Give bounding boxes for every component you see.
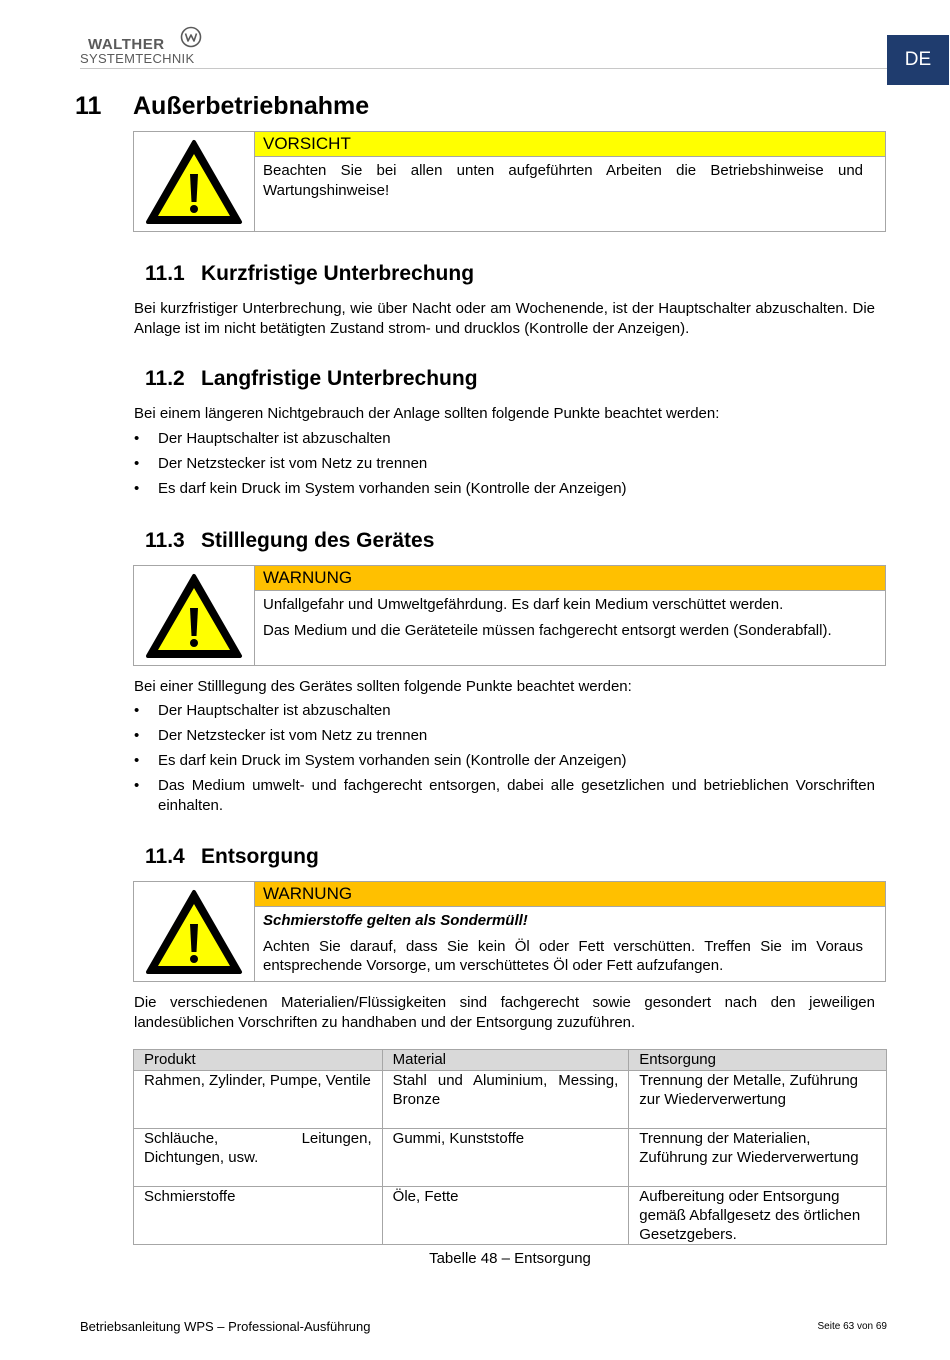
- table-header-cell: Entsorgung: [629, 1050, 887, 1071]
- list-item: • Das Medium umwelt- und fachgerecht entsorgen, dabei alle gesetzlichen und betrieblichen Vorschriften einhalten.: [134, 776, 875, 815]
- section-11-2-intro: Bei einem längeren Nichtgebrauch der Anlage sollten folgende Punkte beachtet werden:: [134, 405, 720, 422]
- header-divider: [80, 68, 890, 69]
- section-heading-11-1: [145, 262, 474, 286]
- table-cell: Trennung der Materialien, Zuführung zur Wiederverwertung: [629, 1129, 887, 1187]
- list-item: • Der Hauptschalter ist abzuschalten: [134, 429, 875, 449]
- warning-label: WARNUNG: [255, 882, 885, 907]
- warning-triangle-icon: [144, 572, 244, 660]
- table-cell: Öle, Fette: [382, 1187, 629, 1245]
- table-cell: Rahmen, Zylinder, Pumpe, Ventile: [134, 1071, 383, 1129]
- warning-icon-cell: [134, 882, 255, 981]
- logo-text-line2: SYSTEMTECHNIK: [80, 51, 195, 66]
- section-title: Kurzfristige Unterbrechung: [201, 262, 475, 285]
- table-cell: Trennung der Metalle, Zuführung zur Wiederverwertung: [629, 1071, 887, 1129]
- section-title: Stilllegung des Gerätes: [201, 529, 435, 552]
- warning-text-line1: Unfallgefahr und Umweltgefährdung. Es darf kein Medium verschüttet werden.: [263, 596, 784, 613]
- warning-box-11-4: [133, 881, 886, 982]
- table-caption: Tabelle 48 – Entsorgung: [429, 1250, 591, 1267]
- warning-icon-cell: [134, 566, 255, 665]
- language-badge: DE: [887, 35, 949, 85]
- list-item: • Der Netzstecker ist vom Netz zu trennen: [134, 454, 875, 474]
- table-row: [134, 1129, 887, 1187]
- footer-document-title: Betriebsanleitung WPS – Professional-Ausführung: [80, 1319, 371, 1334]
- warning-emphasis: Schmierstoffe gelten als Sondermüll!: [263, 912, 528, 929]
- caution-box: [133, 131, 886, 232]
- warning-triangle-icon: [144, 138, 244, 226]
- section-heading-11-4: [145, 845, 319, 869]
- section-number: 11.3: [145, 529, 185, 552]
- table-cell: Schläuche, Leitungen, Dichtungen, usw.: [134, 1129, 383, 1187]
- table-cell: Stahl und Aluminium, Messing, Bronze: [382, 1071, 629, 1129]
- section-title: Entsorgung: [201, 845, 319, 868]
- footer-page-number: Seite 63 von 69: [817, 1321, 887, 1332]
- section-number: 11.2: [145, 367, 185, 390]
- list-item: • Es darf kein Druck im System vorhanden sein (Kontrolle der Anzeigen): [134, 479, 875, 499]
- section-title: Langfristige Unterbrechung: [201, 367, 478, 390]
- list-item: • Es darf kein Druck im System vorhanden sein (Kontrolle der Anzeigen): [134, 751, 875, 771]
- section-heading-11-2: [145, 367, 478, 391]
- list-item: • Der Netzstecker ist vom Netz zu trennen: [134, 726, 875, 746]
- section-heading-11-3: [145, 529, 434, 553]
- caution-text: Beachten Sie bei allen unten aufgeführten Arbeiten die Betriebshinweise und Wartungshinweise!: [263, 162, 863, 199]
- section-11-1-text: Bei kurzfristiger Unterbrechung, wie über Nacht oder am Wochenende, ist der Hauptschalter abzuschalten. Die Anlage ist im nicht betätigten Zustand strom- und drucklos (Kontrolle der Anzeigen).: [134, 300, 875, 337]
- section-number: 11.4: [145, 845, 185, 868]
- table-cell: Gummi, Kunststoffe: [382, 1129, 629, 1187]
- table-cell: Aufbereitung oder Entsorgung gemäß Abfallgesetz des örtlichen Gesetzgebers.: [629, 1187, 887, 1245]
- table-row: [134, 1187, 887, 1245]
- table-header-cell: Material: [382, 1050, 629, 1071]
- disposal-table: [133, 1049, 887, 1245]
- chapter-title: Außerbetriebnahme: [133, 92, 370, 120]
- section-11-4-text: Die verschiedenen Materialien/Flüssigkeiten sind fachgerecht sowie gesondert nach den jeweiligen landesüblichen Vorschriften zu handhaben und der Entsorgung zuzuführen.: [134, 994, 875, 1031]
- warning-text-line2: Das Medium und die Geräteteile müssen fachgerecht entsorgt werden (Sonderabfall).: [263, 621, 832, 639]
- section-number: 11.1: [145, 262, 185, 285]
- section-11-3-intro: Bei einer Stilllegung des Gerätes sollten folgende Punkte beachtet werden:: [134, 678, 632, 695]
- table-row: [134, 1071, 887, 1129]
- walther-logo-icon: [180, 26, 202, 48]
- warning-triangle-icon: [144, 888, 244, 976]
- list-item: • Der Hauptschalter ist abzuschalten: [134, 701, 875, 721]
- table-header-row: [134, 1050, 887, 1071]
- caution-label: VORSICHT: [255, 132, 885, 157]
- warning-box-11-3: [133, 565, 886, 666]
- caution-icon-cell: [134, 132, 255, 231]
- section-11-2-bullet-list: [134, 429, 875, 504]
- table-header-cell: Produkt: [134, 1050, 383, 1071]
- warning-text: Achten Sie darauf, dass Sie kein Öl oder Fett verschütten. Treffen Sie im Voraus entsprechende Vorsorge, um verschüttetes Öl oder Fett aufzufangen.: [263, 937, 863, 974]
- chapter-number: 11: [75, 92, 102, 120]
- section-11-3-bullet-list: [134, 701, 875, 821]
- chapter-heading: [75, 92, 369, 121]
- logo-text-line1: WALTHER: [88, 36, 165, 53]
- table-cell: Schmierstoffe: [134, 1187, 383, 1245]
- warning-label: WARNUNG: [255, 566, 885, 591]
- company-logo: [80, 26, 210, 68]
